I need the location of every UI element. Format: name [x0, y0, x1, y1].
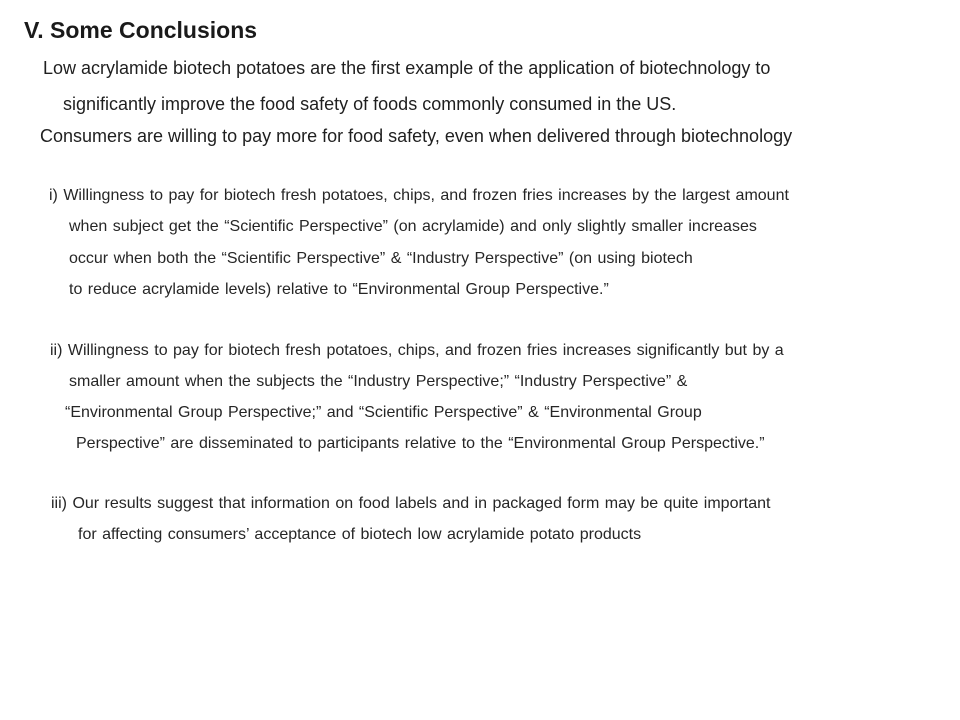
point-i-line: when subject get the “Scientific Perspective” (on acrylamide) and only slightly smaller increases	[69, 218, 757, 235]
point-i-line: i) Willingness to pay for biotech fresh potatoes, chips, and frozen fries increases by the largest amount	[49, 187, 789, 204]
point-ii-line: smaller amount when the subjects the “Industry Perspective;” “Industry Perspective” &	[69, 373, 688, 390]
intro-line: significantly improve the food safety of foods commonly consumed in the US.	[63, 94, 677, 114]
slide-title: V. Some Conclusions	[24, 17, 258, 43]
intro-line: Low acrylamide biotech potatoes are the first example of the application of biotechnology to	[43, 58, 771, 78]
intro-line: Consumers are willing to pay more for food safety, even when delivered through biotechnology	[40, 126, 793, 146]
point-ii-line: “Environmental Group Perspective;” and “Scientific Perspective” & “Environmental Group	[65, 404, 702, 421]
point-iii-line: iii) Our results suggest that information on food labels and in packaged form may be quite important	[51, 495, 771, 512]
point-i-line: to reduce acrylamide levels) relative to “Environmental Group Perspective.”	[69, 281, 609, 298]
point-i-line: occur when both the “Scientific Perspective” & “Industry Perspective” (on using biotech	[69, 250, 693, 267]
point-ii-line: Perspective” are disseminated to participants relative to the “Environmental Group Perspective.”	[76, 435, 765, 452]
point-iii-line: for affecting consumers’ acceptance of biotech low acrylamide potato products	[78, 526, 642, 543]
point-ii-line: ii) Willingness to pay for biotech fresh potatoes, chips, and frozen fries increases significantly but by a	[50, 342, 784, 359]
